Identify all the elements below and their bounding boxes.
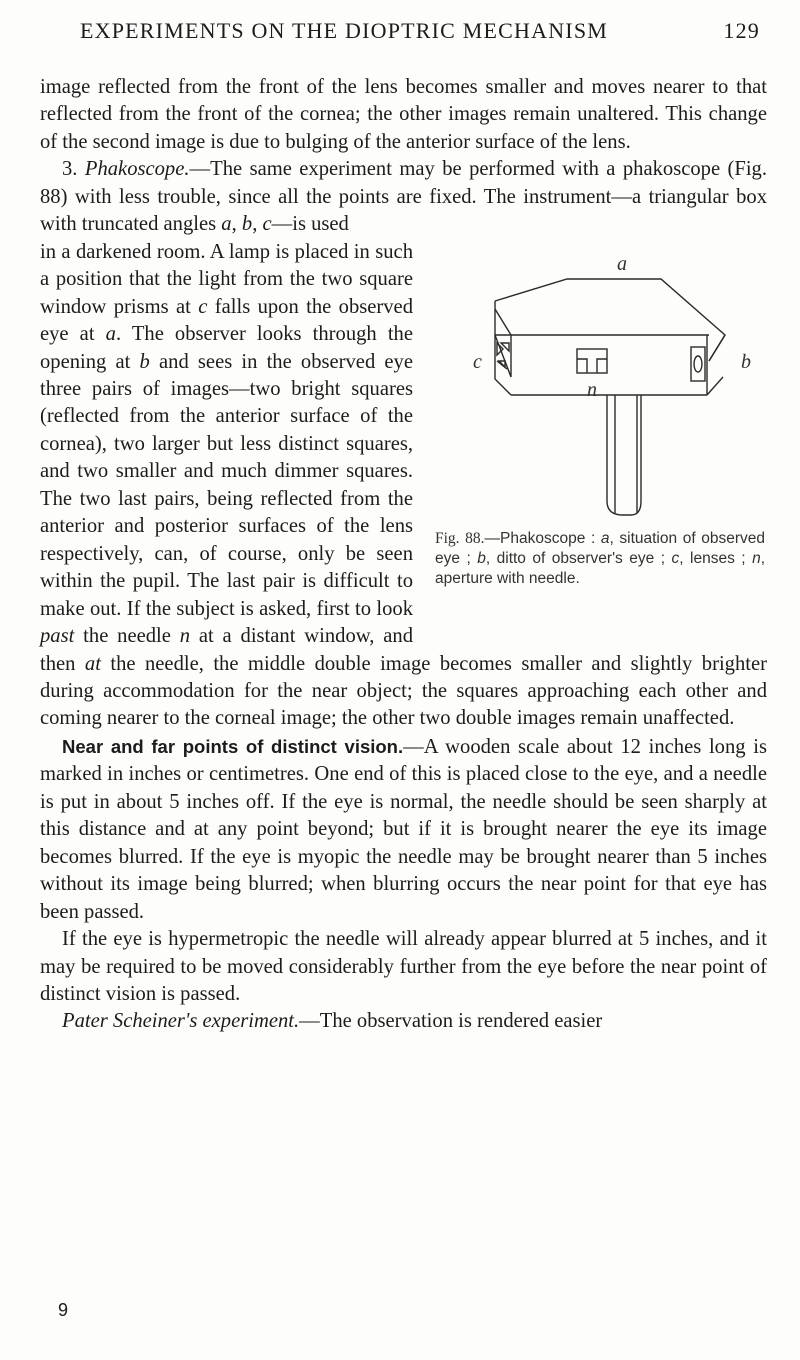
paragraph-continuation: image reflected from the front of the lens becomes smaller and moves nearer to that reflected from the front of the cornea; the other images remain unaltered. This change of the second image is due to bulging of the anterior surface of the lens. <box>40 76 767 153</box>
paragraph-near-far <box>40 733 767 926</box>
caption-text: , ditto of observer's eye ; <box>485 549 672 567</box>
text: —A wooden scale about 12 inches long is marked in inches or centimetres. One end of this is placed close to the eye, and a needle is put in about 5 inches off. If the eye is normal, the needle should be seen sharply at this distance and at any point beyond; but if it is brought nearer the eye its image becomes blurred. If the eye is myopic the needle may be brought nearer than 5 inches without its image being blurred; when blurring occurs the near point for that eye has been passed. <box>40 735 767 923</box>
running-title: EXPERIMENTS ON THE DIOPTRIC MECHANISM <box>80 18 609 43</box>
comma: , <box>252 213 263 236</box>
var-a: a <box>221 213 232 236</box>
text: in a darkened room. A lamp is placed in such a position that the light from the two square window prisms at <box>40 240 413 318</box>
caption-number: 88. <box>465 529 485 547</box>
paragraph-scheiner <box>40 1008 767 1035</box>
text: falls upon the observed eye at <box>40 295 413 346</box>
text: the needle <box>74 625 180 648</box>
text: and sees in the observed eye three pairs of images—two bright squares (reflected from the anterior surface of the cornea), two larger but less distinct squares, and two smaller and much dimmer squares. The two last pairs, being reflected from the anterior and posterior surfaces of the lens respectively, can, of course, only be seen within the pupil. The last pair is difficult to make out. If the subject is asked, first to look <box>40 350 413 620</box>
caption-var-n: n <box>752 549 761 567</box>
var-b: b <box>139 350 150 373</box>
var-n: n <box>179 625 191 648</box>
heading-scheiner: Pater Scheiner's experiment. <box>62 1010 300 1033</box>
comma: , <box>231 213 242 236</box>
caption-text: —Phakoscope : <box>484 529 601 547</box>
dash: — <box>189 158 211 181</box>
running-head <box>40 18 760 50</box>
phakoscope-diagram <box>427 239 767 529</box>
var-c: c <box>262 213 272 236</box>
caption-text: , lenses ; <box>679 549 753 567</box>
text: —The observation is rendered easier <box>299 1010 603 1033</box>
caption-text: , situation of observed eye ; <box>435 529 765 567</box>
body-text <box>40 74 767 1036</box>
caption-text: , aperture with needle. <box>435 549 765 587</box>
text: the needle, the middle double image becomes smaller and slightly brighter during accommodation for the near object; the squares approaching each other and coming nearer to the corneal image; the other two double images remain unaffected. <box>40 652 767 730</box>
var-c: c <box>198 295 208 318</box>
text: —is used <box>271 213 349 236</box>
label-c: c <box>473 350 482 373</box>
text: at a distant window, and then <box>40 625 413 675</box>
caption-fig: Fig. <box>435 529 460 547</box>
caption-var-c: c <box>671 549 680 567</box>
caption-var-a: a <box>600 529 610 547</box>
label-n: n <box>587 378 597 401</box>
caption-var-b: b <box>477 549 486 567</box>
section-heading-phakoscope: Phakoscope. <box>84 158 190 181</box>
paragraph-hypermetropic: If the eye is hypermetropic the needle will already appear blurred at 5 inches, and it may be required to be moved considerably further from the eye before the near point of distinct vision is passed. <box>40 928 767 1005</box>
figure-88 <box>427 239 767 649</box>
text: . The observer looks through the opening at <box>40 323 413 373</box>
var-b: b <box>241 213 253 236</box>
label-a: a <box>617 252 627 275</box>
heading-near-far: Near and far points of distinct vision. <box>62 735 404 757</box>
var-a: a <box>105 323 116 346</box>
emphasis-at: at <box>84 652 101 675</box>
section-number: 3. <box>62 158 78 181</box>
label-b: b <box>741 350 751 373</box>
emphasis-past: past <box>40 625 75 648</box>
paragraph-phakoscope-intro <box>40 156 767 238</box>
figure-caption <box>435 529 765 589</box>
page-number: 129 <box>723 18 760 43</box>
text: The same experiment may be performed with a phakoscope (Fig. 88) with less trouble, since all the points are fixed. The instrument—a triangular box with truncated angles <box>40 158 767 236</box>
signature-mark: 9 <box>58 1300 69 1320</box>
